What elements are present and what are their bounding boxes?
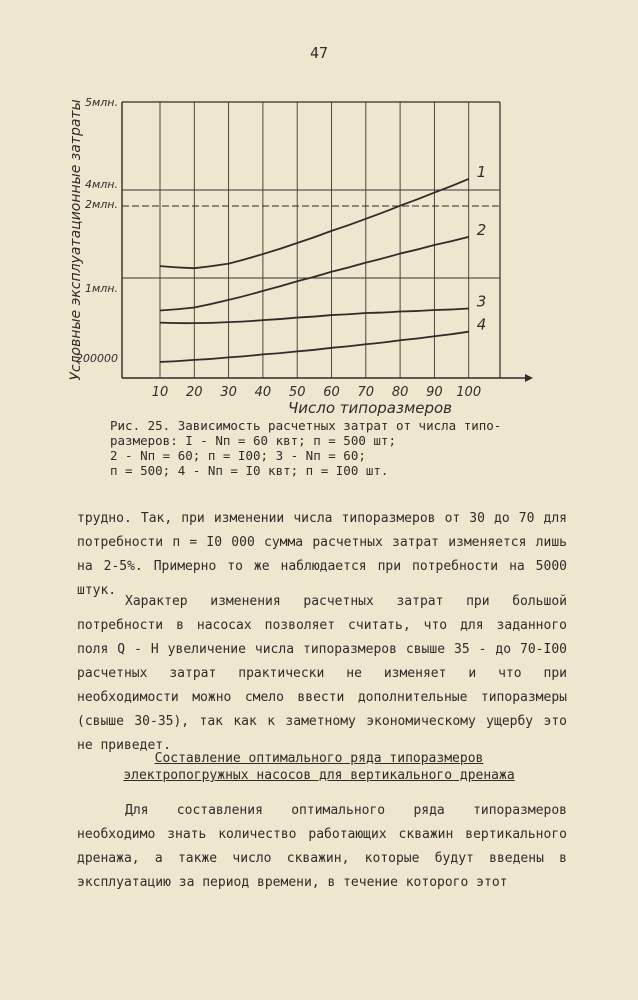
x-tick-label: 100: [456, 385, 482, 400]
x-tick-label: 50: [288, 385, 306, 400]
paragraph-text: Для составления оптимального ряда типоразмеров необходимо знать количество работающих скважин вертикального дренажа, а также число скважин, которые будут введены в эксплуатацию за период времени, в течение которого этот: [77, 803, 567, 890]
figure-caption: [110, 418, 540, 478]
x-tick-labels: [152, 385, 481, 400]
y-tick-label: 2млн.: [84, 198, 118, 211]
chart-grid: [122, 102, 500, 378]
section-heading: Составление оптимального ряда типоразмеров: [154, 751, 484, 766]
series-line: [160, 332, 469, 362]
caption-line: п = 500; 4 - Nп = I0 квт; п = I00 шт.: [110, 463, 389, 478]
x-axis-arrow: [525, 374, 533, 382]
caption-line: размеров: I - Nп = 60 квт; п = 500 шт;: [110, 433, 396, 448]
x-tick-label: 80: [391, 385, 409, 400]
body-paragraph: [77, 590, 567, 758]
y-tick-label: 5млн.: [84, 96, 118, 109]
y-tick-label: 200000: [76, 352, 118, 365]
series-line: [160, 308, 469, 323]
series-label: 4: [476, 315, 487, 334]
cost-vs-sizes-chart: [0, 80, 638, 420]
x-tick-label: 10: [151, 385, 169, 400]
series-labels: [477, 163, 487, 334]
section-heading: электропогружных насосов для вертикального дренажа: [123, 768, 515, 783]
y-tick-label: 4млн.: [84, 178, 118, 191]
series-label: 2: [476, 220, 487, 239]
y-axis-label: Условные эксплуатационные затраты: [68, 99, 84, 381]
caption-line: 2 - Nп = 60; п = I00; 3 - Nп = 60;: [110, 448, 366, 463]
x-tick-label: 90: [426, 385, 443, 400]
paragraph-text: трудно. Так, при изменении числа типоразмеров от 30 до 70 для потребности п = I0 000 сумма расчетных затрат изменяется лишь на 2-5%. Примерно то же наблюдается при потребности на 5000 штук.: [77, 511, 567, 598]
body-paragraph: [77, 799, 567, 895]
y-tick-label: 1млн.: [84, 282, 118, 295]
paragraph-text: Характер изменения расчетных затрат при большой потребности в насосах позволяет считать, что для заданного поля Q - Н увеличение числа типоразмеров свыше 35 - до 70-I00 расчетных затрат практически не изменяет и что при необходимости можно смело ввести дополнительные типоразмеры (свыше 30-35), так как к заметному экономическому ущербу это не приведет.: [77, 594, 567, 753]
x-tick-label: 60: [323, 385, 340, 400]
x-tick-label: 30: [220, 385, 237, 400]
page-number: 47: [309, 44, 329, 62]
x-tick-label: 40: [254, 385, 272, 400]
body-paragraph: [77, 507, 567, 603]
x-tick-label: 70: [357, 385, 375, 400]
x-tick-label: 20: [186, 385, 203, 400]
series-label: 1: [476, 162, 487, 181]
x-axis-label: Число типоразмеров: [287, 399, 453, 417]
series-line: [160, 179, 469, 268]
caption-line: Рис. 25. Зависимость расчетных затрат от числа типо-: [110, 418, 502, 433]
series-line: [160, 237, 469, 311]
series-label: 3: [476, 292, 487, 311]
